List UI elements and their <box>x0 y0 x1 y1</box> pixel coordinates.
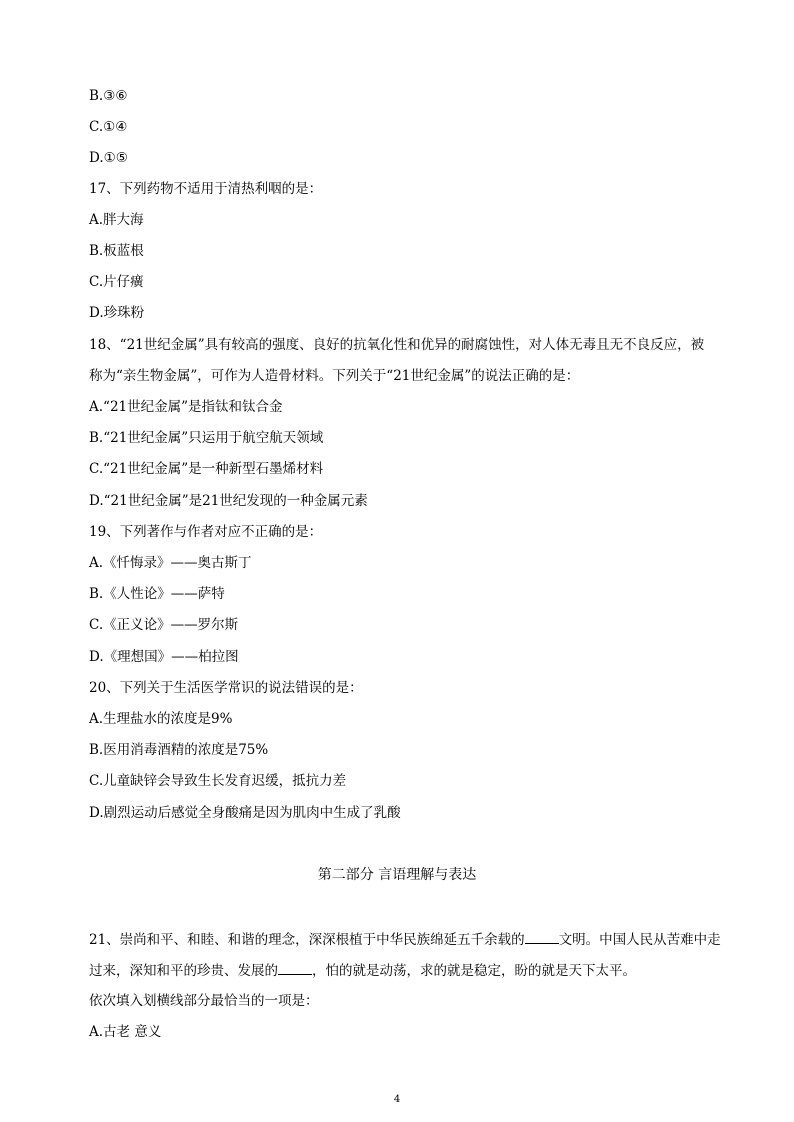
q19-option-b: B.《人性论》——萨特 <box>89 586 225 602</box>
q16-option-d: D.①⑤ <box>89 150 128 166</box>
blank-2 <box>278 960 312 975</box>
q19-stem: 19、下列著作与作者对应不正确的是： <box>89 524 323 540</box>
q19-option-d: D.《理想国》——柏拉图 <box>89 649 239 665</box>
q17-stem: 17、下列药物不适用于清热利咽的是： <box>89 181 323 197</box>
q18-stem-line1: 18、“21世纪金属”具有较高的强度、良好的抗氧化性和优异的耐腐蚀性，对人体无毒且无不良反应，被 <box>89 337 705 353</box>
q21-instruction: 依次填入划横线部分最恰当的一项是： <box>89 993 319 1009</box>
q21-stem-line2 <box>89 960 636 980</box>
q20-option-c: C.儿童缺锌会导致生长发育迟缓，抵抗力差 <box>89 773 347 789</box>
q18-option-d: D.“21世纪金属”是21世纪发现的一种金属元素 <box>89 493 368 509</box>
blank-1 <box>525 929 559 944</box>
q18-option-b: B.“21世纪金属”只运用于航空航天领域 <box>89 430 324 446</box>
q20-stem: 20、下列关于生活医学常识的说法错误的是： <box>89 680 363 696</box>
q19-option-a: A.《忏悔录》——奥古斯丁 <box>89 555 252 571</box>
q20-option-d: D.剧烈运动后感觉全身酸痛是因为肌肉中生成了乳酸 <box>89 805 401 821</box>
section-heading: 第二部分 言语理解与表达 <box>317 867 477 883</box>
q20-option-b: B.医用消毒酒精的浓度是75% <box>89 742 269 758</box>
q21-line1-part2: 文明。中国人民从苦难中走 <box>558 932 721 948</box>
q17-option-c: C.片仔癀 <box>89 274 144 290</box>
q18-stem-line2: 称为“亲生物金属”，可作为人造骨材料。下列关于“21世纪金属”的说法正确的是： <box>89 368 580 384</box>
q21-line1-part1: 21、崇尚和平、和睦、和谐的理念，深深根植于中华民族绵延五千余载的 <box>89 932 525 948</box>
q17-option-d: D.珍珠粉 <box>89 305 145 321</box>
q18-option-a: A.“21世纪金属”是指钛和钛合金 <box>89 399 283 415</box>
q20-option-a: A.生理盐水的浓度是9% <box>89 711 233 727</box>
q17-option-b: B.板蓝根 <box>89 243 144 259</box>
q21-option-a: A.古老 意义 <box>89 1024 162 1040</box>
q18-option-c: C.“21世纪金属”是一种新型石墨烯材料 <box>89 461 324 477</box>
q16-option-c: C.①④ <box>89 119 128 135</box>
q17-option-a: A.胖大海 <box>89 212 144 228</box>
q19-option-c: C.《正义论》——罗尔斯 <box>89 617 239 633</box>
q21-stem-line1 <box>89 929 721 949</box>
page-number: 4 <box>393 1094 401 1105</box>
q16-option-b: B.③⑥ <box>89 88 128 104</box>
q21-line2-part2: ，怕的就是动荡，求的就是稳定，盼的就是天下太平。 <box>312 963 636 979</box>
q21-line2-part1: 过来，深知和平的珍贵、发展的 <box>89 963 278 979</box>
